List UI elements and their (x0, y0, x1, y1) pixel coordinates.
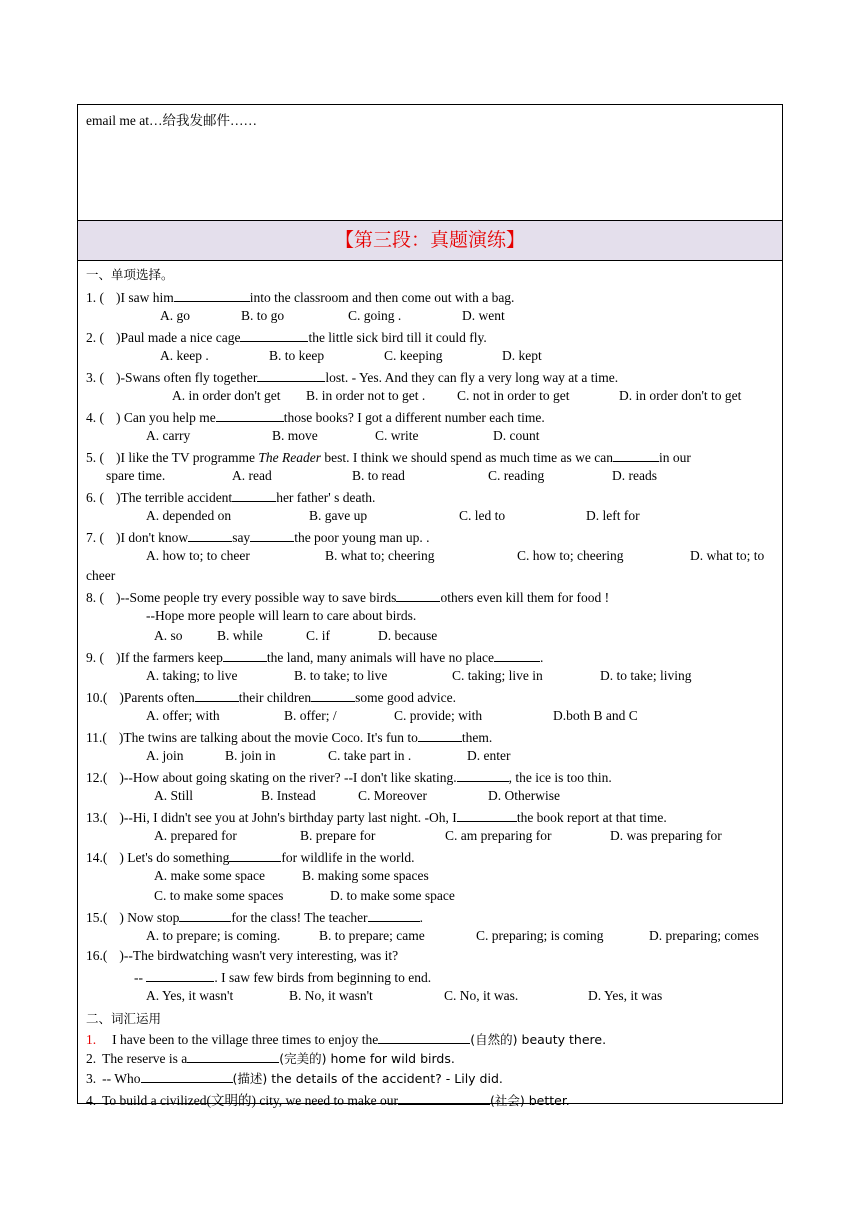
q1-option-a: A. go (160, 308, 190, 323)
q7-option-d: D. what to; to (690, 548, 765, 563)
q5-continued: spare time. (106, 468, 166, 483)
q10-option-b: B. offer; / (284, 708, 337, 723)
vocab-4: 4. To build a civilized(文明的) city, we need to make our (社会) better. (86, 1093, 570, 1108)
question-13: 13.( )--Hi, I didn't see you at John's birthday party last night. -Oh, I the book report at that time. (86, 810, 667, 825)
answer-blank (146, 968, 214, 982)
q8-option-b: B. while (217, 628, 263, 643)
answer-blank (216, 408, 284, 422)
question-16: 16.( )--The birdwatching wasn't very interesting, was it? (86, 948, 399, 963)
answer-blank (378, 1030, 470, 1044)
answer-blank (229, 848, 281, 862)
q6-option-c: C. led to (459, 508, 506, 523)
q15-option-c: C. preparing; is coming (476, 928, 604, 943)
q8-option-c: C. if (306, 628, 331, 643)
q1-option-d: D. went (462, 308, 505, 323)
q4-option-c: C. write (375, 428, 419, 443)
q15-option-d: D. preparing; comes (649, 928, 759, 943)
answer-blank (398, 1091, 490, 1105)
question-11: 11.( )The twins are talking about the movie Coco. It's fun to them. (86, 730, 493, 745)
answer-blank (179, 908, 231, 922)
q14-option-d: D. to make some space (330, 888, 455, 903)
q3-option-a: A. in order don't get (172, 388, 281, 403)
q9-option-a: A. taking; to live (146, 668, 238, 683)
q7-option-d-wrap: cheer (86, 568, 116, 583)
q16-option-d: D. Yes, it was (588, 988, 663, 1003)
worksheet-table (77, 104, 783, 1108)
section-title: 【第三段：真题演练】 (334, 229, 525, 251)
q13-option-b: B. prepare for (300, 828, 376, 843)
q7-option-a: A. how to; to cheer (146, 548, 250, 563)
answer-blank (223, 648, 267, 662)
q13-option-d: D. was preparing for (610, 828, 722, 843)
question-8: 8. ( )--Some people try every possible way to save birds others even kill them for food ! (86, 590, 610, 605)
notes-cell (78, 105, 782, 221)
q11-option-b: B. join in (225, 748, 276, 763)
section1-title: 一、单项选择。 (86, 267, 174, 282)
answer-blank (396, 588, 440, 602)
q12-option-d: D. Otherwise (488, 788, 560, 803)
question-1: 1. ( )I saw him into the classroom and then come out with a bag. (86, 290, 515, 305)
q5-option-b: B. to read (352, 468, 405, 483)
q10-option-c: C. provide; with (394, 708, 483, 723)
q11-option-a: A. join (146, 748, 184, 763)
vocab-2: 2. The reserve is a (完美的) home for wild birds. (86, 1051, 455, 1066)
q2-option-b: B. to keep (269, 348, 325, 363)
q4-option-a: A. carry (146, 428, 191, 443)
answer-blank (232, 488, 276, 502)
q12-option-a: A. Still (154, 788, 194, 803)
q4-option-b: B. move (272, 428, 318, 443)
q3-option-c: C. not in order to get (457, 388, 570, 403)
q7-option-c: C. how to; cheering (517, 548, 624, 563)
q14-option-c: C. to make some spaces (154, 888, 284, 903)
q16-option-a: A. Yes, it wasn't (146, 988, 234, 1003)
question-14: 14.( ) Let's do something for wildlife in the world. (86, 850, 415, 865)
q14-option-a: A. make some space (154, 868, 265, 883)
q15-option-b: B. to prepare; came (319, 928, 425, 943)
q16-option-b: B. No, it wasn't (289, 988, 373, 1003)
vocab-3: 3. -- Who (描述) the details of the accident? - Lily did. (86, 1071, 503, 1086)
section2-title: 二、词汇运用 (86, 1011, 162, 1026)
question-4: 4. ( ) Can you help me those books? I got a different number each time. (86, 410, 545, 425)
answer-blank (457, 808, 517, 822)
q16-dialog: -- . I saw few birds from beginning to end. (134, 970, 432, 985)
q5-option-c: C. reading (488, 468, 545, 483)
q11-option-c: C. take part in . (328, 748, 412, 763)
question-2: 2. ( )Paul made a nice cage the little sick bird till it could fly. (86, 330, 487, 345)
q2-option-c: C. keeping (384, 348, 443, 363)
answer-blank (418, 728, 462, 742)
question-12: 12.( )--How about going skating on the river? --I don't like skating. , the ice is too thin. (86, 770, 612, 785)
question-5: 5. ( )I like the TV programme The Reader best. I think we should spend as much time as we can in our (86, 450, 691, 465)
answer-blank (141, 1069, 233, 1083)
q12-option-b: B. Instead (261, 788, 316, 803)
answer-blank (368, 908, 420, 922)
q5-option-a: A. read (232, 468, 272, 483)
answer-blank (195, 688, 239, 702)
answer-blank (250, 528, 294, 542)
q6-option-b: B. gave up (309, 508, 368, 523)
answer-blank (257, 368, 325, 382)
question-6: 6. ( )The terrible accident her father' s death. (86, 490, 376, 505)
q9-option-d: D. to take; living (600, 668, 692, 683)
answer-blank (187, 1049, 279, 1063)
answer-blank (188, 528, 232, 542)
q9-option-b: B. to take; to live (294, 668, 388, 683)
q10-option-a: A. offer; with (146, 708, 220, 723)
question-9: 9. ( )If the farmers keep the land, many animals will have no place . (86, 650, 544, 665)
question-15: 15.( ) Now stop for the class! The teacher . (86, 910, 423, 925)
q13-option-c: C. am preparing for (445, 828, 552, 843)
answer-blank (457, 768, 509, 782)
q2-option-a: A. keep . (160, 348, 209, 363)
question-7: 7. ( )I don't know say the poor young man up. . (86, 530, 430, 545)
q8-option-a: A. so (154, 628, 183, 643)
answer-blank (240, 328, 308, 342)
q12-option-c: C. Moreover (358, 788, 427, 803)
section-header (78, 221, 782, 261)
q11-option-d: D. enter (467, 748, 511, 763)
vocab-1: 1. I have been to the village three times to enjoy the (自然的) beauty there. (86, 1032, 607, 1047)
question-10: 10.( )Parents often their children some good advice. (86, 690, 456, 705)
q15-option-a: A. to prepare; is coming. (146, 928, 281, 943)
q3-option-b: B. in order not to get . (306, 388, 426, 403)
q13-option-a: A. prepared for (154, 828, 237, 843)
q4-option-d: D. count (493, 428, 540, 443)
q2-option-d: D. kept (502, 348, 542, 363)
q7-option-b: B. what to; cheering (325, 548, 435, 563)
q8-dialog: --Hope more people will learn to care about birds. (146, 608, 417, 623)
notes-text: email me at…给我发邮件…… (86, 113, 257, 128)
q1-option-c: C. going . (348, 308, 402, 323)
q6-option-d: D. left for (586, 508, 640, 523)
q5-option-d: D. reads (612, 468, 657, 483)
answer-blank (613, 448, 659, 462)
answer-blank (311, 688, 355, 702)
question-3: 3. ( )-Swans often fly together lost. - Yes. And they can fly a very long way at a time. (86, 370, 619, 385)
q6-option-a: A. depended on (146, 508, 232, 523)
q9-option-c: C. taking; live in (452, 668, 543, 683)
q16-option-c: C. No, it was. (444, 988, 519, 1003)
answer-blank (494, 648, 540, 662)
q10-option-d: D.both B and C (553, 708, 638, 723)
q1-option-b: B. to go (241, 308, 285, 323)
answer-blank (174, 288, 250, 302)
q14-option-b: B. making some spaces (302, 868, 429, 883)
q3-option-d: D. in order don't to get (619, 388, 742, 403)
q8-option-d: D. because (378, 628, 438, 643)
